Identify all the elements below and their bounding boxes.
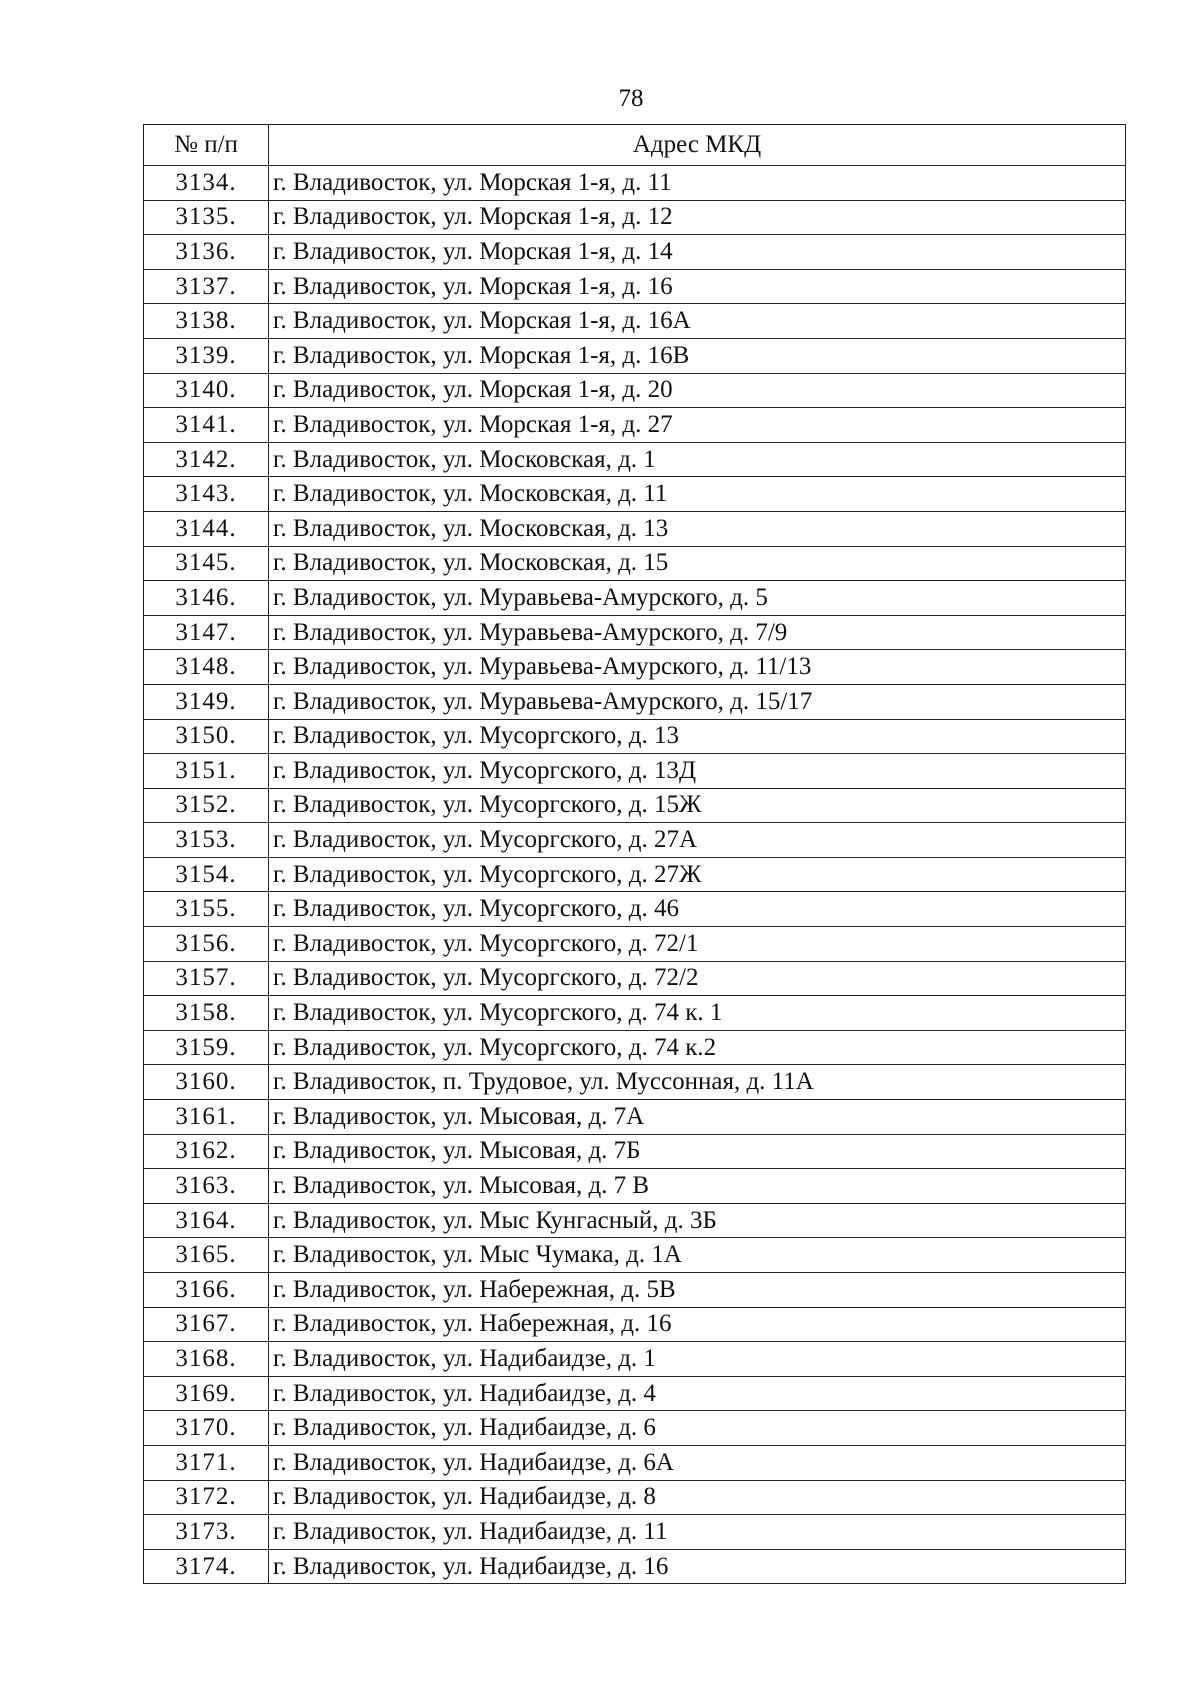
table-row bbox=[144, 1480, 1126, 1515]
row-address: г. Владивосток, ул. Морская 1-я, д. 14 bbox=[269, 235, 1126, 270]
row-number: 3153. bbox=[144, 823, 269, 858]
address-table bbox=[143, 124, 1126, 1584]
table-row bbox=[144, 1065, 1126, 1100]
row-address: г. Владивосток, ул. Мусоргского, д. 74 к.2 bbox=[269, 1030, 1126, 1065]
row-number: 3160. bbox=[144, 1065, 269, 1100]
table-row bbox=[144, 1100, 1126, 1135]
table-row bbox=[144, 1169, 1126, 1204]
row-address: г. Владивосток, ул. Морская 1-я, д. 12 bbox=[269, 200, 1126, 235]
row-address: г. Владивосток, ул. Набережная, д. 16 bbox=[269, 1307, 1126, 1342]
table-header-row bbox=[144, 125, 1126, 166]
row-number: 3163. bbox=[144, 1169, 269, 1204]
row-number: 3164. bbox=[144, 1203, 269, 1238]
table-row bbox=[144, 754, 1126, 789]
row-number: 3161. bbox=[144, 1100, 269, 1135]
table-row bbox=[144, 235, 1126, 270]
row-number: 3165. bbox=[144, 1238, 269, 1273]
row-address: г. Владивосток, ул. Московская, д. 11 bbox=[269, 477, 1126, 512]
row-address: г. Владивосток, п. Трудовое, ул. Муссонная, д. 11А bbox=[269, 1065, 1126, 1100]
row-address: г. Владивосток, ул. Морская 1-я, д. 11 bbox=[269, 166, 1126, 201]
row-number: 3167. bbox=[144, 1307, 269, 1342]
table-row bbox=[144, 684, 1126, 719]
row-number: 3150. bbox=[144, 719, 269, 754]
row-number: 3166. bbox=[144, 1273, 269, 1308]
row-number: 3149. bbox=[144, 684, 269, 719]
row-number: 3145. bbox=[144, 546, 269, 581]
row-number: 3136. bbox=[144, 235, 269, 270]
row-address: г. Владивосток, ул. Мусоргского, д. 13 bbox=[269, 719, 1126, 754]
row-number: 3158. bbox=[144, 996, 269, 1031]
table-row bbox=[144, 1376, 1126, 1411]
table-row bbox=[144, 892, 1126, 927]
table-row bbox=[144, 996, 1126, 1031]
row-number: 3148. bbox=[144, 650, 269, 685]
row-number: 3170. bbox=[144, 1411, 269, 1446]
row-number: 3141. bbox=[144, 408, 269, 443]
row-address: г. Владивосток, ул. Муравьева-Амурского, д. 7/9 bbox=[269, 615, 1126, 650]
row-address: г. Владивосток, ул. Надибаидзе, д. 8 bbox=[269, 1480, 1126, 1515]
row-number: 3144. bbox=[144, 511, 269, 546]
row-address: г. Владивосток, ул. Мысовая, д. 7Б bbox=[269, 1134, 1126, 1169]
table-row bbox=[144, 408, 1126, 443]
table-row bbox=[144, 511, 1126, 546]
table-row bbox=[144, 961, 1126, 996]
table-row bbox=[144, 1411, 1126, 1446]
row-number: 3156. bbox=[144, 927, 269, 962]
row-number: 3135. bbox=[144, 200, 269, 235]
row-number: 3154. bbox=[144, 857, 269, 892]
table-row bbox=[144, 1342, 1126, 1377]
table-row bbox=[144, 477, 1126, 512]
table-row bbox=[144, 1238, 1126, 1273]
row-address: г. Владивосток, ул. Мусоргского, д. 74 к. 1 bbox=[269, 996, 1126, 1031]
table-row bbox=[144, 1134, 1126, 1169]
row-number: 3159. bbox=[144, 1030, 269, 1065]
table-row bbox=[144, 546, 1126, 581]
row-number: 3140. bbox=[144, 373, 269, 408]
table-row bbox=[144, 927, 1126, 962]
row-address: г. Владивосток, ул. Мыс Чумака, д. 1А bbox=[269, 1238, 1126, 1273]
row-address: г. Владивосток, ул. Московская, д. 15 bbox=[269, 546, 1126, 581]
table-row bbox=[144, 442, 1126, 477]
row-address: г. Владивосток, ул. Муравьева-Амурского, д. 15/17 bbox=[269, 684, 1126, 719]
table-row bbox=[144, 304, 1126, 339]
row-number: 3171. bbox=[144, 1445, 269, 1480]
table-row bbox=[144, 338, 1126, 373]
row-number: 3169. bbox=[144, 1376, 269, 1411]
row-address: г. Владивосток, ул. Морская 1-я, д. 27 bbox=[269, 408, 1126, 443]
column-header-number: № п/п bbox=[144, 125, 269, 166]
row-address: г. Владивосток, ул. Морская 1-я, д. 16В bbox=[269, 338, 1126, 373]
row-address: г. Владивосток, ул. Мусоргского, д. 72/1 bbox=[269, 927, 1126, 962]
row-number: 3162. bbox=[144, 1134, 269, 1169]
table-row bbox=[144, 1445, 1126, 1480]
row-address: г. Владивосток, ул. Муравьева-Амурского, д. 11/13 bbox=[269, 650, 1126, 685]
row-address: г. Владивосток, ул. Мусоргского, д. 27Ж bbox=[269, 857, 1126, 892]
row-address: г. Владивосток, ул. Мысовая, д. 7А bbox=[269, 1100, 1126, 1135]
row-address: г. Владивосток, ул. Надибаидзе, д. 11 bbox=[269, 1515, 1126, 1550]
row-number: 3172. bbox=[144, 1480, 269, 1515]
row-number: 3173. bbox=[144, 1515, 269, 1550]
row-number: 3174. bbox=[144, 1549, 269, 1584]
table-row bbox=[144, 788, 1126, 823]
row-address: г. Владивосток, ул. Мусоргского, д. 15Ж bbox=[269, 788, 1126, 823]
row-number: 3146. bbox=[144, 581, 269, 616]
table-row bbox=[144, 1515, 1126, 1550]
row-address: г. Владивосток, ул. Московская, д. 13 bbox=[269, 511, 1126, 546]
row-address: г. Владивосток, ул. Морская 1-я, д. 16А bbox=[269, 304, 1126, 339]
row-address: г. Владивосток, ул. Муравьева-Амурского, д. 5 bbox=[269, 581, 1126, 616]
table-row bbox=[144, 719, 1126, 754]
row-address: г. Владивосток, ул. Надибаидзе, д. 6А bbox=[269, 1445, 1126, 1480]
row-number: 3157. bbox=[144, 961, 269, 996]
row-address: г. Владивосток, ул. Мусоргского, д. 27А bbox=[269, 823, 1126, 858]
row-address: г. Владивосток, ул. Морская 1-я, д. 20 bbox=[269, 373, 1126, 408]
row-address: г. Владивосток, ул. Надибаидзе, д. 4 bbox=[269, 1376, 1126, 1411]
row-address: г. Владивосток, ул. Мусоргского, д. 13Д bbox=[269, 754, 1126, 789]
row-number: 3152. bbox=[144, 788, 269, 823]
row-number: 3147. bbox=[144, 615, 269, 650]
page-number: 78 bbox=[618, 85, 644, 112]
table-row bbox=[144, 1273, 1126, 1308]
table-row bbox=[144, 581, 1126, 616]
row-address: г. Владивосток, ул. Надибаидзе, д. 16 bbox=[269, 1549, 1126, 1584]
table-row bbox=[144, 1307, 1126, 1342]
row-address: г. Владивосток, ул. Набережная, д. 5В bbox=[269, 1273, 1126, 1308]
row-number: 3168. bbox=[144, 1342, 269, 1377]
row-number: 3134. bbox=[144, 166, 269, 201]
table-row bbox=[144, 373, 1126, 408]
row-number: 3151. bbox=[144, 754, 269, 789]
table-row bbox=[144, 650, 1126, 685]
table-row bbox=[144, 1549, 1126, 1584]
row-address: г. Владивосток, ул. Мыс Кунгасный, д. 3Б bbox=[269, 1203, 1126, 1238]
row-number: 3137. bbox=[144, 269, 269, 304]
row-number: 3138. bbox=[144, 304, 269, 339]
table-body bbox=[144, 166, 1126, 1584]
row-number: 3155. bbox=[144, 892, 269, 927]
table-row bbox=[144, 1030, 1126, 1065]
row-number: 3139. bbox=[144, 338, 269, 373]
table-row bbox=[144, 269, 1126, 304]
table-row bbox=[144, 857, 1126, 892]
row-address: г. Владивосток, ул. Мысовая, д. 7 В bbox=[269, 1169, 1126, 1204]
row-address: г. Владивосток, ул. Надибаидзе, д. 6 bbox=[269, 1411, 1126, 1446]
row-address: г. Владивосток, ул. Морская 1-я, д. 16 bbox=[269, 269, 1126, 304]
table-row bbox=[144, 615, 1126, 650]
table-row bbox=[144, 166, 1126, 201]
row-number: 3143. bbox=[144, 477, 269, 512]
row-address: г. Владивосток, ул. Мусоргского, д. 46 bbox=[269, 892, 1126, 927]
row-number: 3142. bbox=[144, 442, 269, 477]
row-address: г. Владивосток, ул. Мусоргского, д. 72/2 bbox=[269, 961, 1126, 996]
table-row bbox=[144, 1203, 1126, 1238]
row-address: г. Владивосток, ул. Московская, д. 1 bbox=[269, 442, 1126, 477]
table-row bbox=[144, 200, 1126, 235]
row-address: г. Владивосток, ул. Надибаидзе, д. 1 bbox=[269, 1342, 1126, 1377]
table-row bbox=[144, 823, 1126, 858]
column-header-address: Адрес МКД bbox=[269, 125, 1126, 166]
